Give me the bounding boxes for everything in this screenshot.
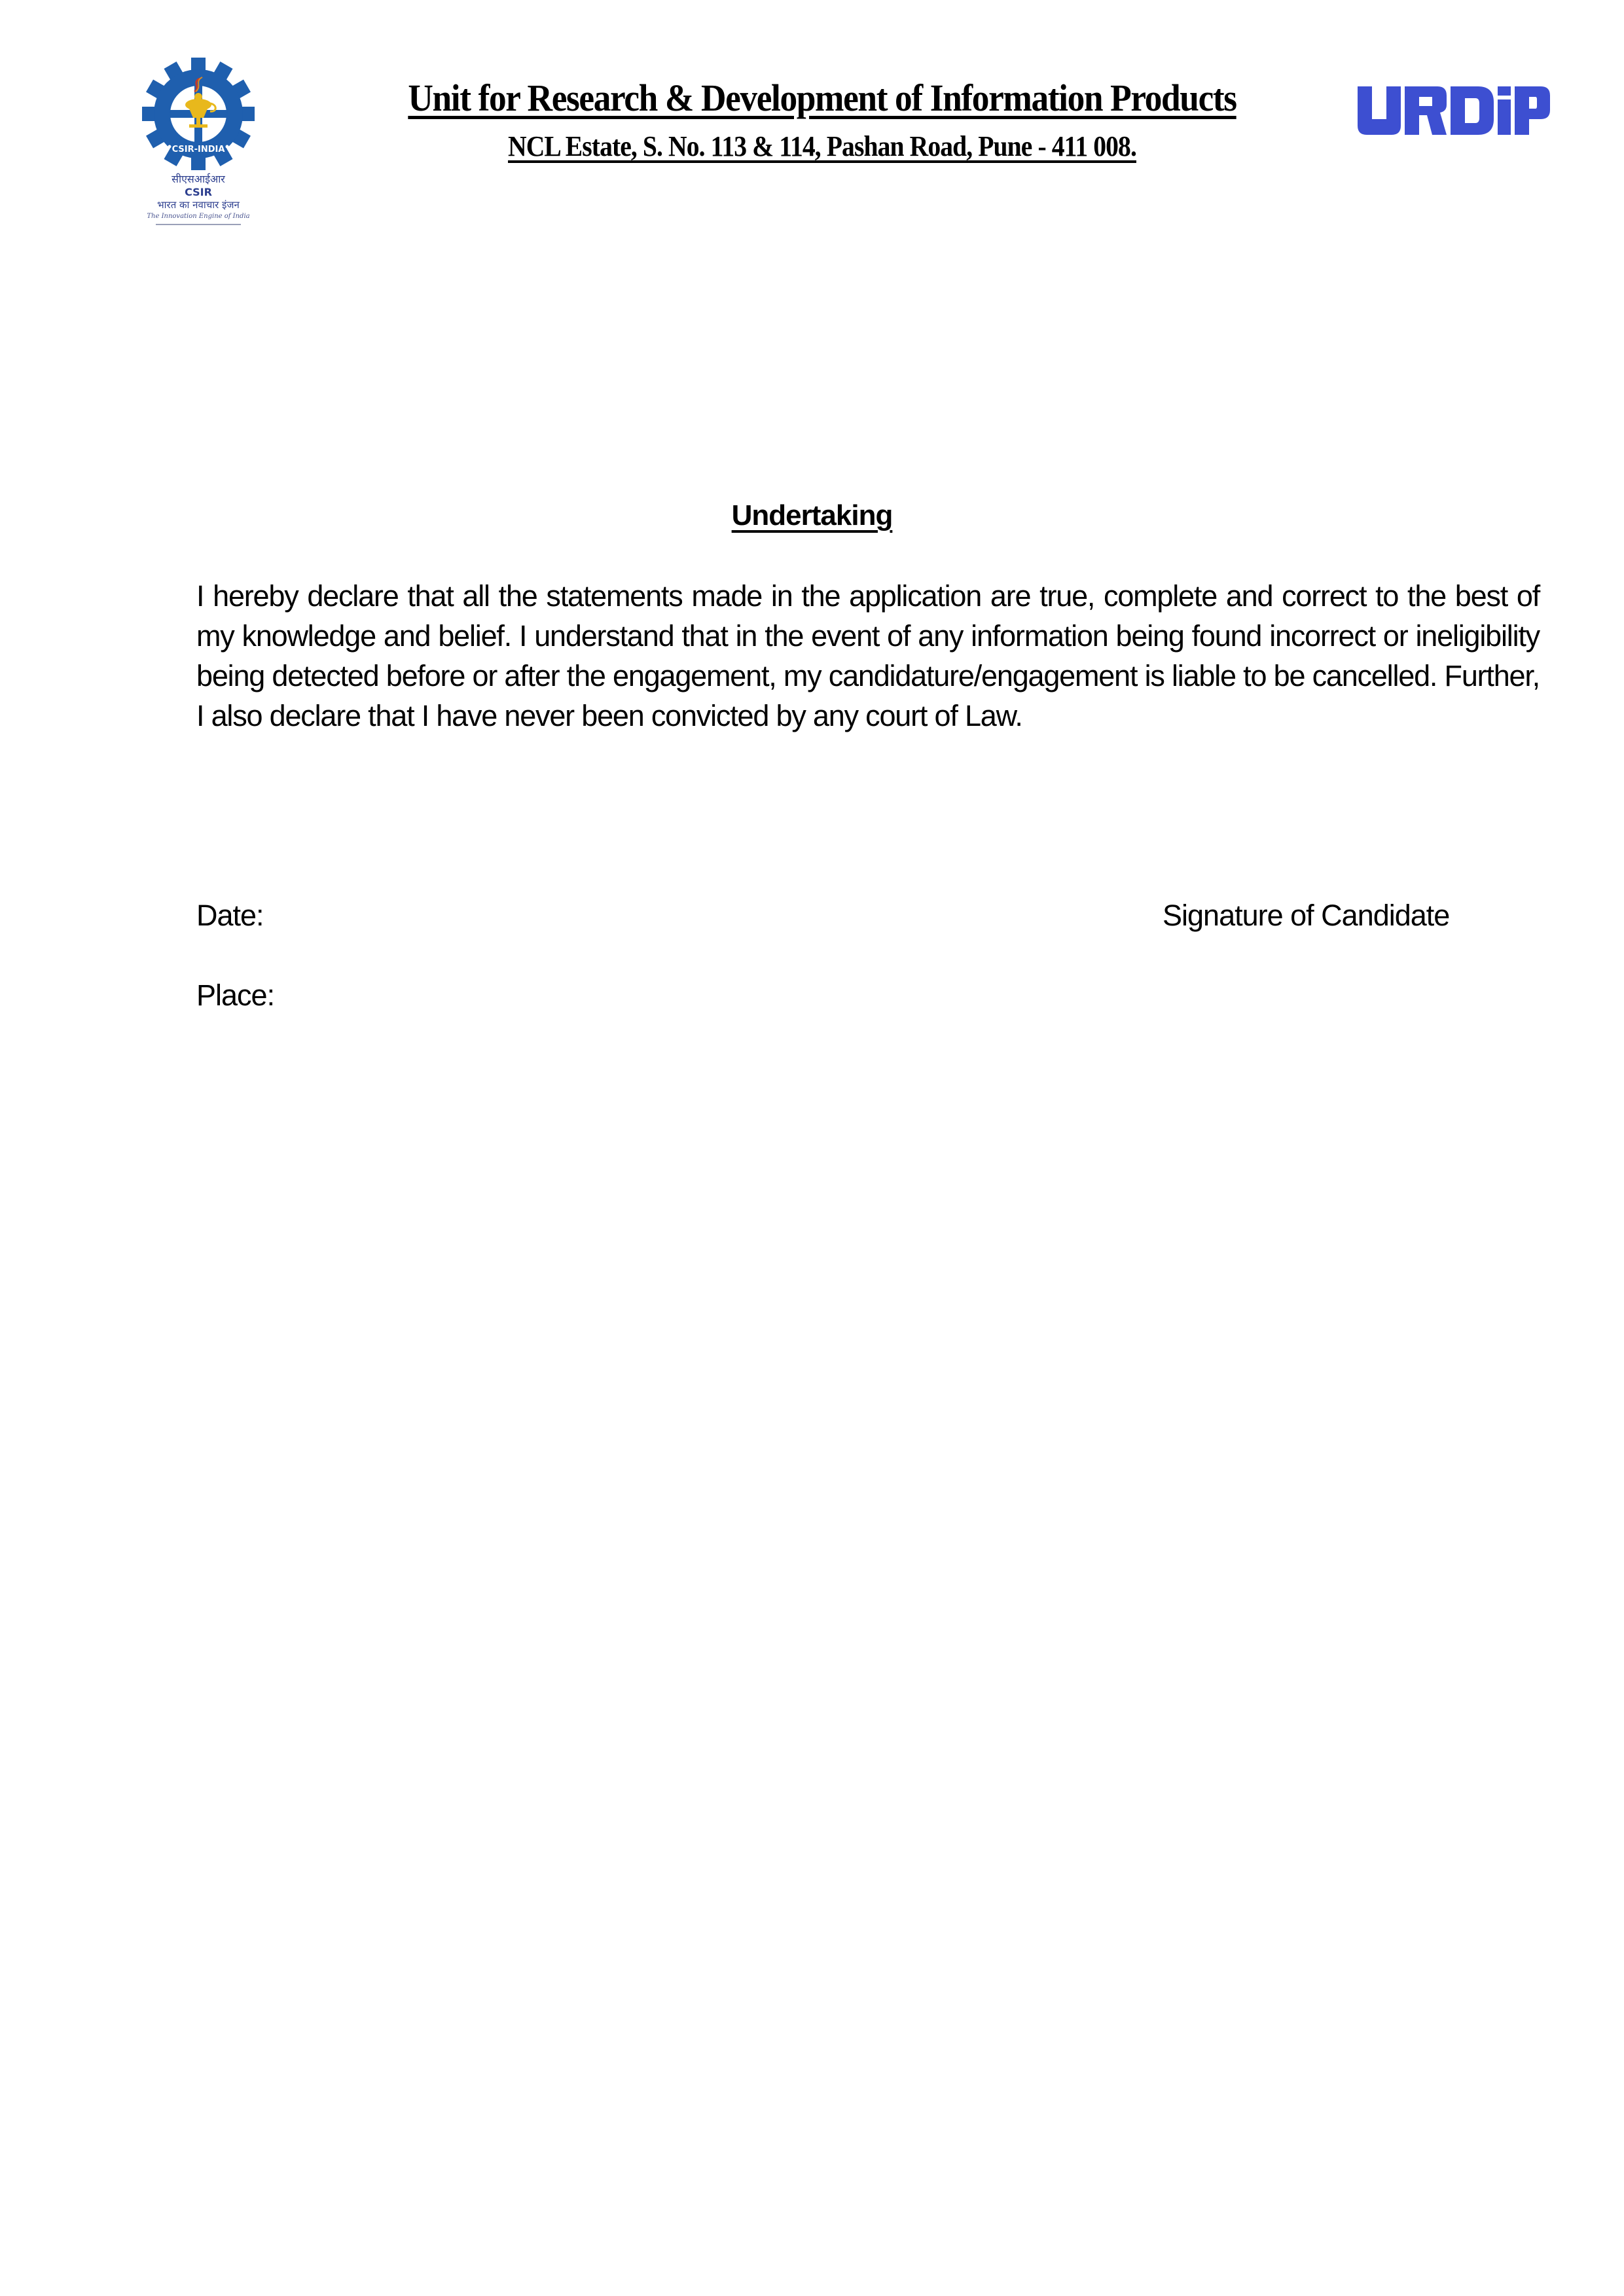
document-title: Undertaking: [731, 499, 893, 531]
organization-address: NCL Estate, S. No. 113 & 114, Pashan Road, Pune - 411 008.: [508, 130, 1136, 162]
declaration-text: I hereby declare that all the statements made in the application are true, complete and correct to the best of my knowledge and belief. I understand that in the event of any information being found incorrect or ineligibility being detected before or after the engagement, my candidature/engagement is liable to be cancelled. Further, I also declare that I have never been convicted by any court of Law.: [196, 579, 1540, 732]
signature-label: Signature of Candidate: [1163, 899, 1450, 932]
date-label: Date:: [196, 899, 264, 932]
csir-hindi-tagline: भारत का नवाचार इंजन: [157, 199, 240, 211]
csir-logo: [136, 58, 261, 228]
csir-tagline: The Innovation Engine of India: [147, 213, 250, 220]
urdip-logo: [1355, 85, 1551, 137]
csir-gear-emblem-icon: [136, 58, 261, 174]
urdip-wordmark-icon: [1355, 85, 1551, 137]
place-label: Place:: [196, 978, 275, 1012]
csir-ring-text: CSIR-INDIA: [171, 145, 225, 154]
csir-hindi-abbr: सीएसआईआर: [171, 173, 225, 185]
csir-divider: [156, 224, 241, 225]
csir-abbr: CSIR: [185, 186, 212, 198]
organization-name: Unit for Research & Development of Information Products: [408, 77, 1236, 119]
